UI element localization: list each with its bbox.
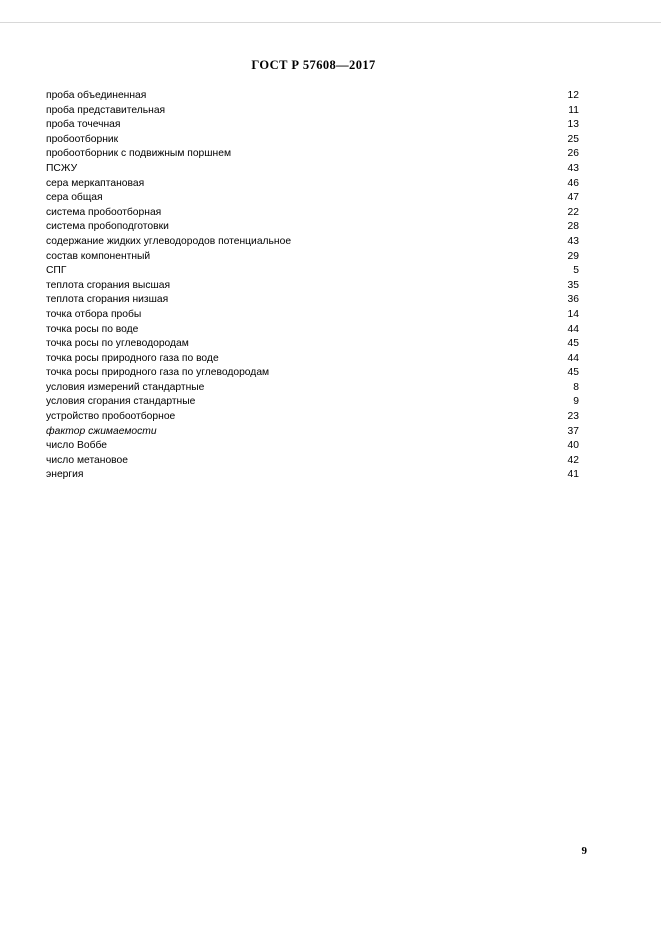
- index-entry: [46, 454, 579, 469]
- index-entry: [46, 425, 579, 440]
- index-entry: [46, 235, 579, 250]
- index-entry-page: 36: [567, 294, 579, 306]
- index-entry-term: условия сгорания стандартные: [46, 396, 196, 408]
- index-entry: [46, 104, 579, 119]
- index-entry-term: пробоотборник: [46, 133, 119, 145]
- index-entry-page: 45: [567, 367, 579, 379]
- index-entry-term: точка росы по воде: [46, 323, 139, 335]
- index-entry-page: 35: [567, 279, 579, 291]
- index-entry-term: содержание жидких углеводородов потенциальное: [46, 235, 292, 247]
- index-entry-term: система пробоотборная: [46, 206, 162, 218]
- index-entry-term: точка росы природного газа по углеводородам: [46, 367, 270, 379]
- index-entry-term: фактор сжимаемости: [46, 425, 157, 437]
- index-entry-page: 44: [567, 352, 579, 364]
- index-entry: [46, 366, 579, 381]
- index-entry-page: 11: [568, 104, 579, 116]
- index-entry-page: 45: [567, 338, 579, 350]
- index-entry-term: точка росы по углеводородам: [46, 338, 189, 350]
- index-entry-term: состав компонентный: [46, 250, 151, 262]
- index-entry-page: 46: [567, 177, 579, 189]
- index-entry-term: СПГ: [46, 265, 67, 277]
- index-entry-term: сера общая: [46, 192, 103, 204]
- index-entry-term: точка росы природного газа по воде: [46, 352, 219, 364]
- index-entry-page: 29: [567, 250, 579, 262]
- index-entry: [46, 439, 579, 454]
- index-entry-page: 26: [567, 148, 579, 160]
- index-entry-page: 41: [567, 469, 579, 481]
- index-entry-page: 23: [567, 411, 579, 423]
- index-entry: [46, 279, 579, 294]
- index-entry-page: 40: [567, 440, 579, 452]
- index-entry: [46, 410, 579, 425]
- index-entry-page: 42: [567, 454, 579, 466]
- alphabetical-index: [46, 89, 579, 483]
- index-entry: [46, 293, 579, 308]
- index-entry-term: сера меркаптановая: [46, 177, 145, 189]
- index-entry-term: энергия: [46, 469, 84, 481]
- index-entry-term: теплота сгорания низшая: [46, 294, 169, 306]
- index-entry-term: точка отбора пробы: [46, 308, 142, 320]
- index-entry: [46, 147, 579, 162]
- index-entry: [46, 118, 579, 133]
- index-entry: [46, 352, 579, 367]
- index-entry-page: 47: [567, 192, 579, 204]
- index-entry-term: теплота сгорания высшая: [46, 279, 171, 291]
- index-entry: [46, 308, 579, 323]
- index-entry-page: 37: [567, 425, 579, 437]
- index-entry-page: 13: [567, 119, 579, 131]
- index-entry-page: 44: [567, 323, 579, 335]
- index-entry-page: 9: [573, 396, 579, 408]
- index-entry-term: ПСЖУ: [46, 162, 78, 174]
- index-entry: [46, 264, 579, 279]
- index-entry-page: 12: [567, 90, 579, 101]
- index-entry-term: пробоотборник с подвижным поршнем: [46, 148, 232, 160]
- index-entry: [46, 133, 579, 148]
- index-entry: [46, 381, 579, 396]
- index-entry: [46, 250, 579, 265]
- index-entry-page: 14: [567, 308, 579, 320]
- index-entry-page: 28: [567, 221, 579, 233]
- index-entry: [46, 89, 579, 104]
- index-entry: [46, 191, 579, 206]
- index-entry-term: проба объединенная: [46, 90, 147, 101]
- index-entry-term: система пробоподготовки: [46, 221, 169, 233]
- index-entry-page: 22: [567, 206, 579, 218]
- index-entry-page: 43: [567, 162, 579, 174]
- index-entry-term: проба представительная: [46, 104, 166, 116]
- index-entry-page: 25: [567, 133, 579, 145]
- index-entry-term: проба точечная: [46, 119, 121, 131]
- index-entry-page: 8: [573, 381, 579, 393]
- index-entry: [46, 206, 579, 221]
- index-entry-term: устройство пробоотборное: [46, 411, 176, 423]
- index-entry: [46, 337, 579, 352]
- index-entry-term: число метановое: [46, 454, 128, 466]
- index-entry: [46, 162, 579, 177]
- index-entry: [46, 220, 579, 235]
- standard-header: ГОСТ Р 57608—2017: [251, 58, 376, 72]
- index-entry-page: 5: [573, 265, 579, 277]
- index-entry: [46, 177, 579, 192]
- index-entry: [46, 323, 579, 338]
- index-entry: [46, 395, 579, 410]
- page-top-margin-rule: [0, 0, 661, 23]
- index-entry-term: число Воббе: [46, 440, 107, 452]
- index-entry-term: условия измерений стандартные: [46, 381, 205, 393]
- page-number: 9: [581, 845, 587, 857]
- index-entry-page: 43: [567, 235, 579, 247]
- index-entry: [46, 468, 579, 483]
